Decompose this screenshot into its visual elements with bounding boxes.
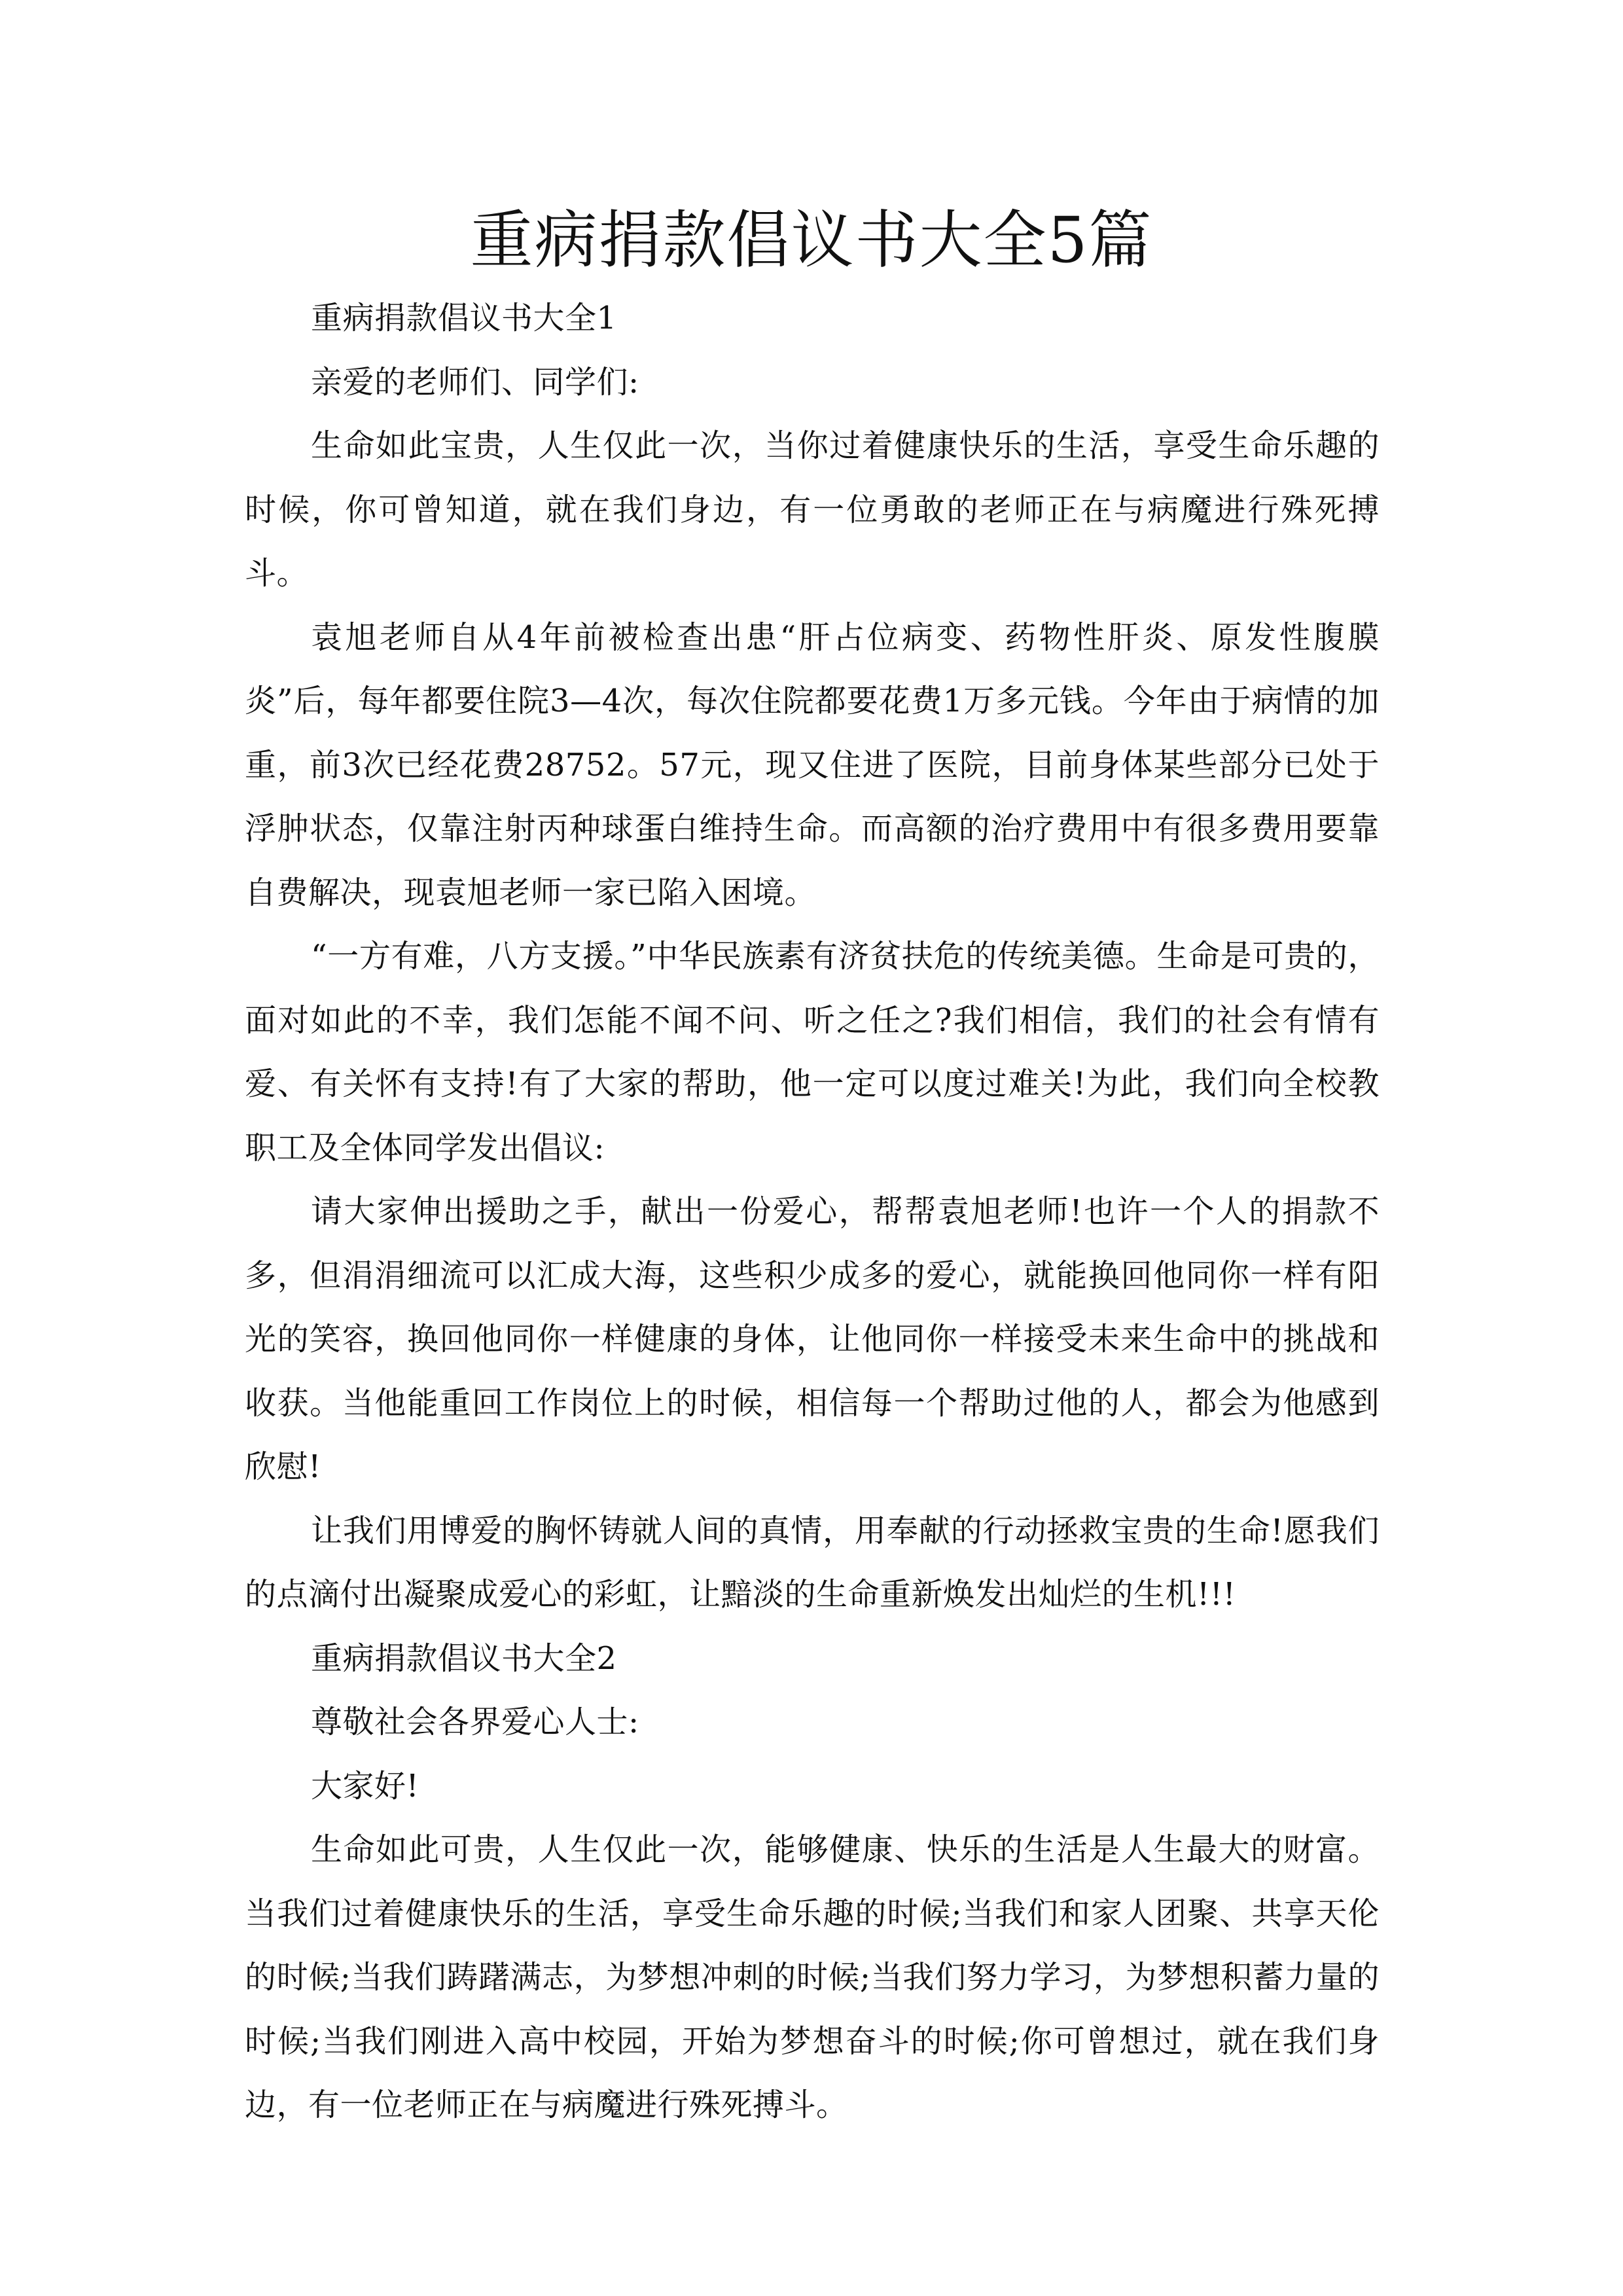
paragraph: 让我们用博爱的胸怀铸就人间的真情，用奉献的行动拯救宝贵的生命!愿我们的点滴付出凝聚成爱心的彩虹，让黯淡的生命重新焕发出灿烂的生机!!! bbox=[245, 1512, 1380, 1613]
section-heading-1: 重病捐款倡议书大全1 bbox=[311, 300, 617, 336]
paragraph: “一方有难，八方支援。”中华民族素有济贫扶危的传统美德。生命是可贵的，面对如此的不幸，我们怎能不闻不问、听之任之?我们相信，我们的社会有情有爱、有关怀有支持!有了大家的帮助，他一定可以度过难关!为此，我们向全校教职工及全体同学发出倡议: bbox=[245, 938, 1380, 1166]
salutation: 尊敬社会各界爱心人士: bbox=[311, 1704, 639, 1740]
section-heading-2: 重病捐款倡议书大全2 bbox=[311, 1640, 617, 1677]
greeting: 大家好! bbox=[311, 1767, 419, 1804]
paragraph: 生命如此宝贵，人生仅此一次，当你过着健康快乐的生活，享受生命乐趣的时候，你可曾知道，就在我们身边，有一位勇敢的老师正在与病魔进行殊死搏斗。 bbox=[245, 427, 1380, 592]
salutation: 亲爱的老师们、同学们: bbox=[311, 363, 639, 401]
paragraph: 请大家伸出援助之手，献出一份爱心，帮帮袁旭老师!也许一个人的捐款不多，但涓涓细流可以汇成大海，这些积少成多的爱心，就能换回他同你一样有阳光的笑容，换回他同你一样健康的身体，让他同你一样接受未来生命中的挑战和收获。当他能重回工作岗位上的时候，相信每一个帮助过他的人，都会为他感到欣慰! bbox=[245, 1193, 1380, 1485]
paragraph: 生命如此可贵，人生仅此一次，能够健康、快乐的生活是人生最大的财富。当我们过着健康快乐的生活，享受生命乐趣的时候;当我们和家人团聚、共享天伦的时候;当我们踌躇满志，为梦想冲刺的时候;当我们努力学习，为梦想积蓄力量的时候;当我们刚进入高中校园，开始为梦想奋斗的时候;你可曾想过，就在我们身边，有一位老师正在与病魔进行殊死搏斗。 bbox=[245, 1831, 1380, 2123]
document-body bbox=[245, 287, 1380, 2138]
paragraph: 袁旭老师自从4年前被检查出患“肝占位病变、药物性肝炎、原发性腹膜炎”后，每年都要住院3—4次，每次住院都要花费1万多元钱。今年由于病情的加重，前3次已经花费28752。57元，现又住进了医院，目前身体某些部分已处于浮肿状态，仅靠注射丙种球蛋白维持生命。而高额的治疗费用中有很多费用要靠自费解决，现袁旭老师一家已陷入困境。 bbox=[245, 619, 1380, 911]
document-title: 重病捐款倡议书大全5篇 bbox=[470, 204, 1153, 277]
